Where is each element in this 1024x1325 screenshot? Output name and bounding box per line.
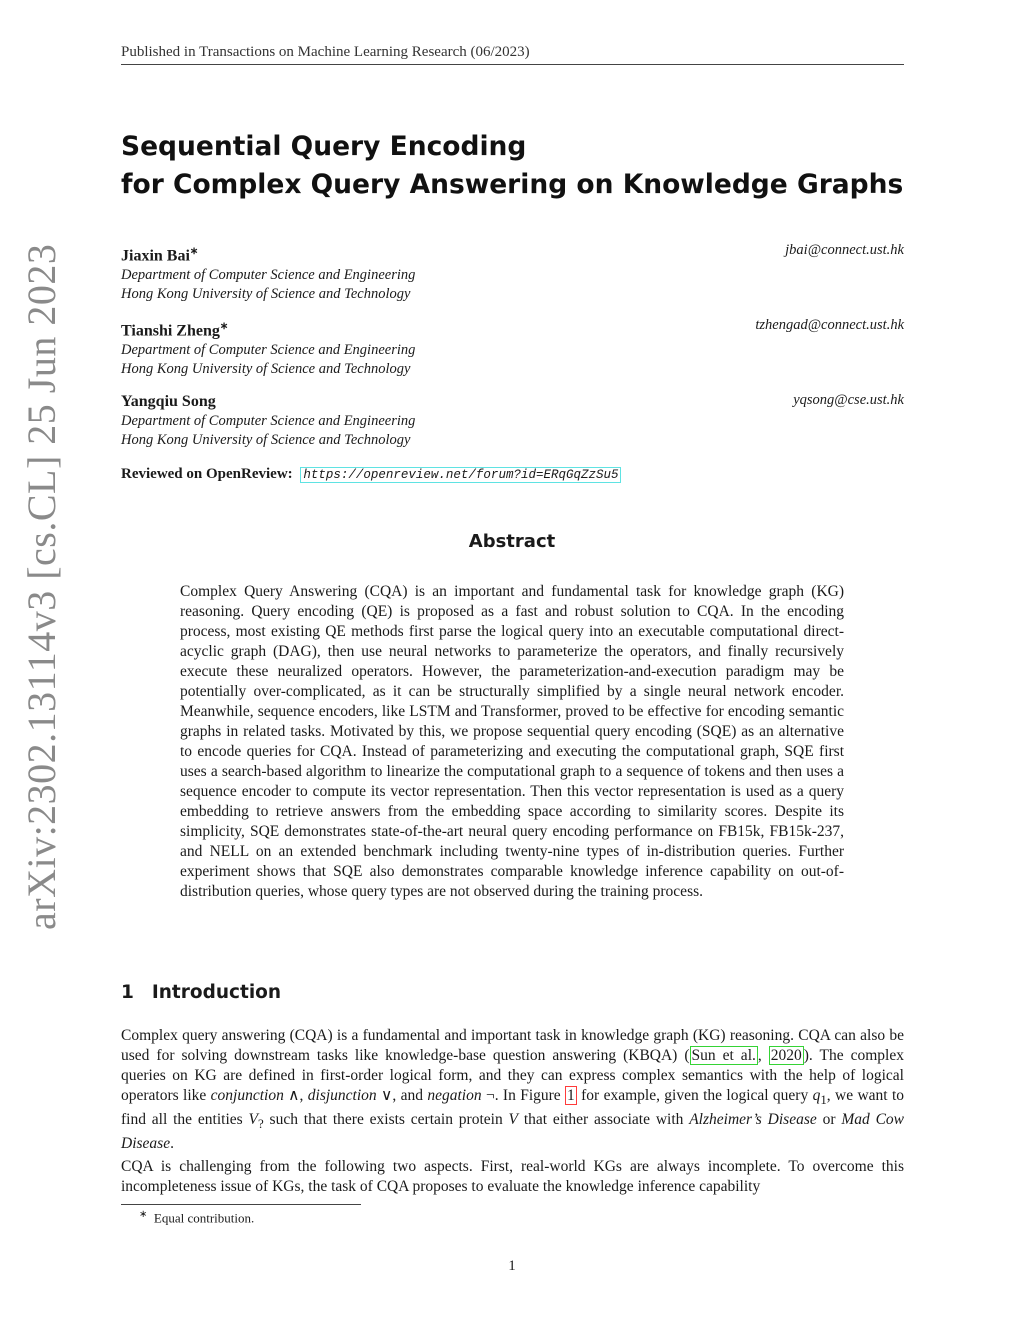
footnote: ∗ Equal contribution.: [139, 1209, 255, 1226]
section-number: 1: [121, 982, 134, 1003]
arxiv-stamp: arXiv:2302.13114v3 [cs.CL] 25 Jun 2023: [19, 243, 64, 930]
intro-paragraph-1: Complex query answering (CQA) is a fundamental and important task in knowledge graph (KG) reasoning. CQA can also be used for solving downstream tasks like knowledge-base question answering (KBQA) ( Sun et al. , 2020 ). The complex queries on KG are defined in first-order logical form, and they can express complex semantics with the help of logical operators like conjunction ∧, disjunction ∨, and negation ¬. In Figure 1 for example, given the logical query $q_1$, we want to find all the entities $V_?$ such that there exists certain protein V that either associate with Alzheimer’s Disease or Mad Cow Disease.: [121, 1027, 905, 1153]
author-email[interactable]: tzhengad@connect.ust.hk: [755, 317, 904, 333]
title-line-2: for Complex Query Answering on Knowledge Graphs: [121, 169, 904, 200]
author-block: [121, 317, 904, 378]
author-department: Department of Computer Science and Engineering: [121, 342, 416, 359]
paper-title: [121, 128, 903, 204]
author-name: Jiaxin Bai∗: [121, 246, 199, 265]
review-label: Reviewed on OpenReview:: [121, 466, 293, 482]
section-title: Introduction: [151, 982, 282, 1003]
author-email[interactable]: yqsong@cse.ust.hk: [793, 392, 904, 408]
openreview-link[interactable]: https://openreview.net/forum?id=ERqGqZzSu5: [300, 467, 621, 483]
title-line-1: Sequential Query Encoding: [121, 131, 527, 162]
author-name: Tianshi Zheng∗: [121, 321, 229, 340]
abstract-heading: Abstract: [468, 531, 556, 552]
figure-ref-link[interactable]: 1: [567, 1087, 575, 1104]
author-email[interactable]: jbai@connect.ust.hk: [785, 242, 904, 258]
author-name: Yangqiu Song: [121, 393, 216, 410]
author-university: Hong Kong University of Science and Technology: [121, 431, 411, 448]
citation-year-link[interactable]: 2020: [770, 1047, 802, 1064]
author-university: Hong Kong University of Science and Technology: [121, 285, 411, 302]
author-block: [121, 242, 904, 303]
page-number: 1: [508, 1258, 516, 1274]
footnote-divider: [121, 1204, 361, 1205]
author-department: Department of Computer Science and Engineering: [121, 267, 416, 284]
citation-link[interactable]: Sun et al.: [691, 1047, 756, 1064]
abstract-text: Complex Query Answering (CQA) is an important and fundamental task for knowledge graph (KG) reasoning. Query encoding (QE) is proposed as a fast and robust solution to CQA. In the encoding process, most existing QE methods first parse the logical query into an executable computational direct-acyclic graph (DAG), then use neural networks to parameterize the operators, and finally recursively execute these neuralized operators. However, the parameterization-and-execution paradigm may be potentially over-complicated, as it can be structurally simplified by a single neural network encoder. Meanwhile, sequence encoders, like LSTM and Transformer, proved to be effective for encoding semantic graphs in related tasks. Motivated by this, we propose sequential query encoding (SQE) as an alternative to encode queries for CQA. Instead of parameterizing and executing the computational graph, SQE first uses a search-based algorithm to linearize the computational graph to a sequence of tokens and then uses a sequence encoder to compute its vector representation. Then this vector representation is used as a query embedding to retrieve answers from the embedding space according to similarity scores. Despite its simplicity, SQE demonstrates state-of-the-art neural query encoding performance on FB15k, FB15k-237, and NELL on an extended benchmark including twenty-nine types of in-distribution queries. Further experiment shows that SQE also demonstrates comparable knowledge inference capability on out-of-distribution queries, whose query types are not observed during the training process.: [180, 583, 844, 900]
author-block: [121, 392, 904, 449]
intro-paragraph-2: CQA is challenging from the following two aspects. First, real-world KGs are always incomplete. To overcome this incompleteness issue of KGs, the task of CQA proposes to evaluate the knowledge inference capability: [121, 1158, 904, 1195]
author-department: Department of Computer Science and Engineering: [121, 413, 416, 429]
review-line: [121, 466, 621, 483]
section-heading: [121, 982, 281, 1003]
author-university: Hong Kong University of Science and Technology: [121, 360, 411, 377]
running-header: Published in Transactions on Machine Learning Research (06/2023): [121, 44, 904, 65]
